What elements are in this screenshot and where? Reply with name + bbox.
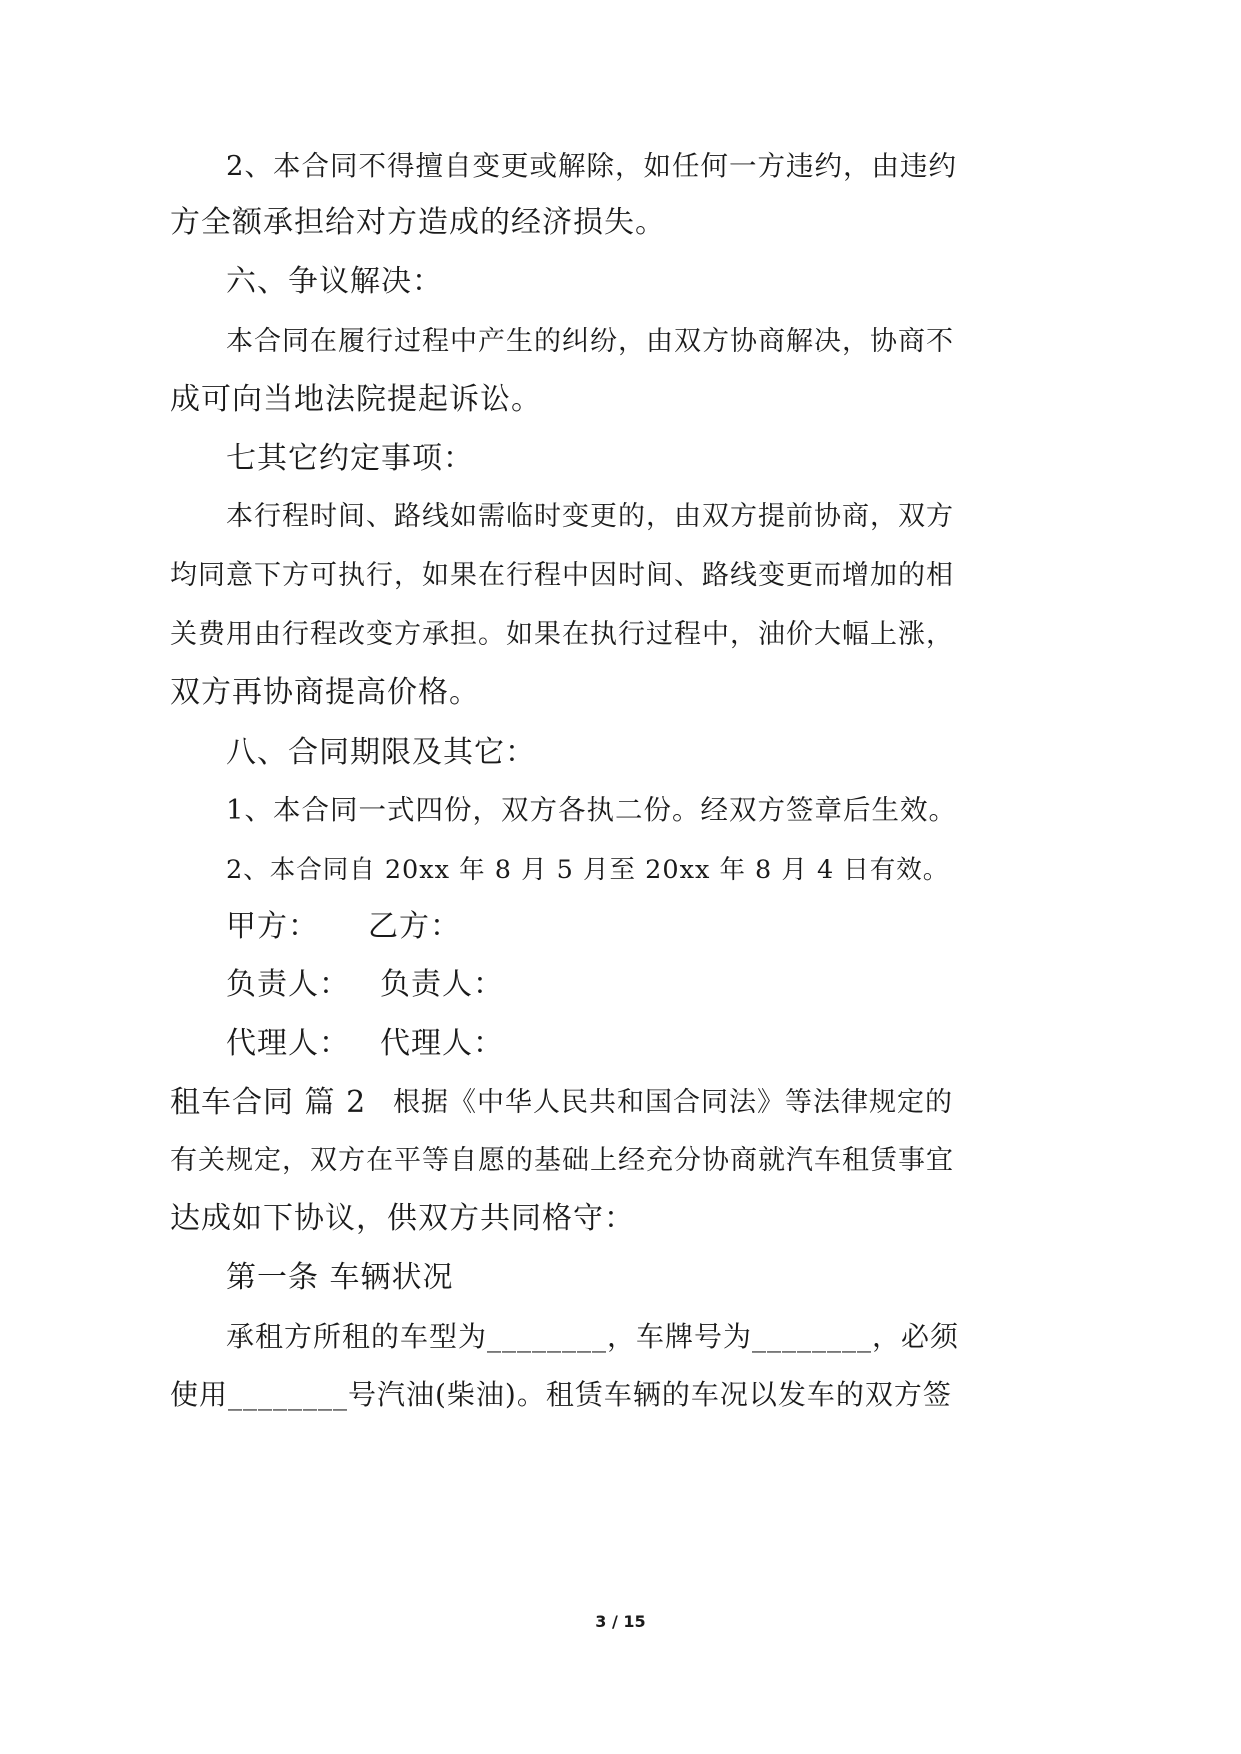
party-b-label: 乙方： bbox=[368, 909, 461, 944]
paragraph-line: 均同意下方可执行，如果在行程中因时间、路线变更而增加的相 bbox=[170, 560, 954, 591]
section-heading: 七其它约定事项： bbox=[226, 441, 474, 476]
paragraph-line: 成可向当地法院提起诉讼。 bbox=[170, 382, 542, 417]
paragraph-line: 本合同在履行过程中产生的纠纷，由双方协商解决，协商不 bbox=[226, 326, 954, 357]
paragraph-line: 关费用由行程改变方承担。如果在执行过程中，油价大幅上涨， bbox=[170, 619, 954, 650]
article-title: 租车合同 篇 2 bbox=[170, 1085, 367, 1120]
paragraph-line: 有关规定，双方在平等自愿的基础上经充分协商就汽车租赁事宜 bbox=[170, 1145, 954, 1176]
paragraph-line: 本行程时间、路线如需临时变更的，由双方提前协商，双方 bbox=[226, 501, 954, 532]
page-number: 3 / 15 bbox=[595, 1612, 646, 1631]
section-heading: 八、合同期限及其它： bbox=[226, 735, 536, 770]
party-a-label: 甲方： bbox=[226, 909, 319, 944]
paragraph-line: 2、本合同自 20xx 年 8 月 5 月至 20xx 年 8 月 4 日有效。 bbox=[226, 855, 950, 885]
paragraph-line: 双方再协商提高价格。 bbox=[170, 675, 480, 710]
paragraph-line: 2、本合同不得擅自变更或解除，如任何一方违约，由违约 bbox=[226, 150, 957, 182]
party-a-agent-label: 代理人： bbox=[226, 1026, 350, 1061]
party-b-responsible-label: 负责人： bbox=[380, 967, 504, 1002]
paragraph-line: 方全额承担给对方造成的经济损失。 bbox=[170, 205, 666, 240]
paragraph-line: 1、本合同一式四份，双方各执二份。经双方签章后生效。 bbox=[226, 794, 957, 826]
party-b-agent-label: 代理人： bbox=[380, 1026, 504, 1061]
section-heading: 六、争议解决： bbox=[226, 264, 443, 299]
section-heading: 第一条 车辆状况 bbox=[226, 1260, 454, 1295]
paragraph-line: 达成如下协议，供双方共同格守： bbox=[170, 1201, 635, 1236]
party-a-responsible-label: 负责人： bbox=[226, 967, 350, 1002]
paragraph-line: 承租方所租的车型为________，车牌号为________，必须 bbox=[226, 1320, 960, 1353]
paragraph-line: 使用________号汽油(柴油)。租赁车辆的车况以发车的双方签 bbox=[170, 1378, 952, 1411]
paragraph-line: 根据《中华人民共和国合同法》等法律规定的 bbox=[393, 1087, 953, 1118]
